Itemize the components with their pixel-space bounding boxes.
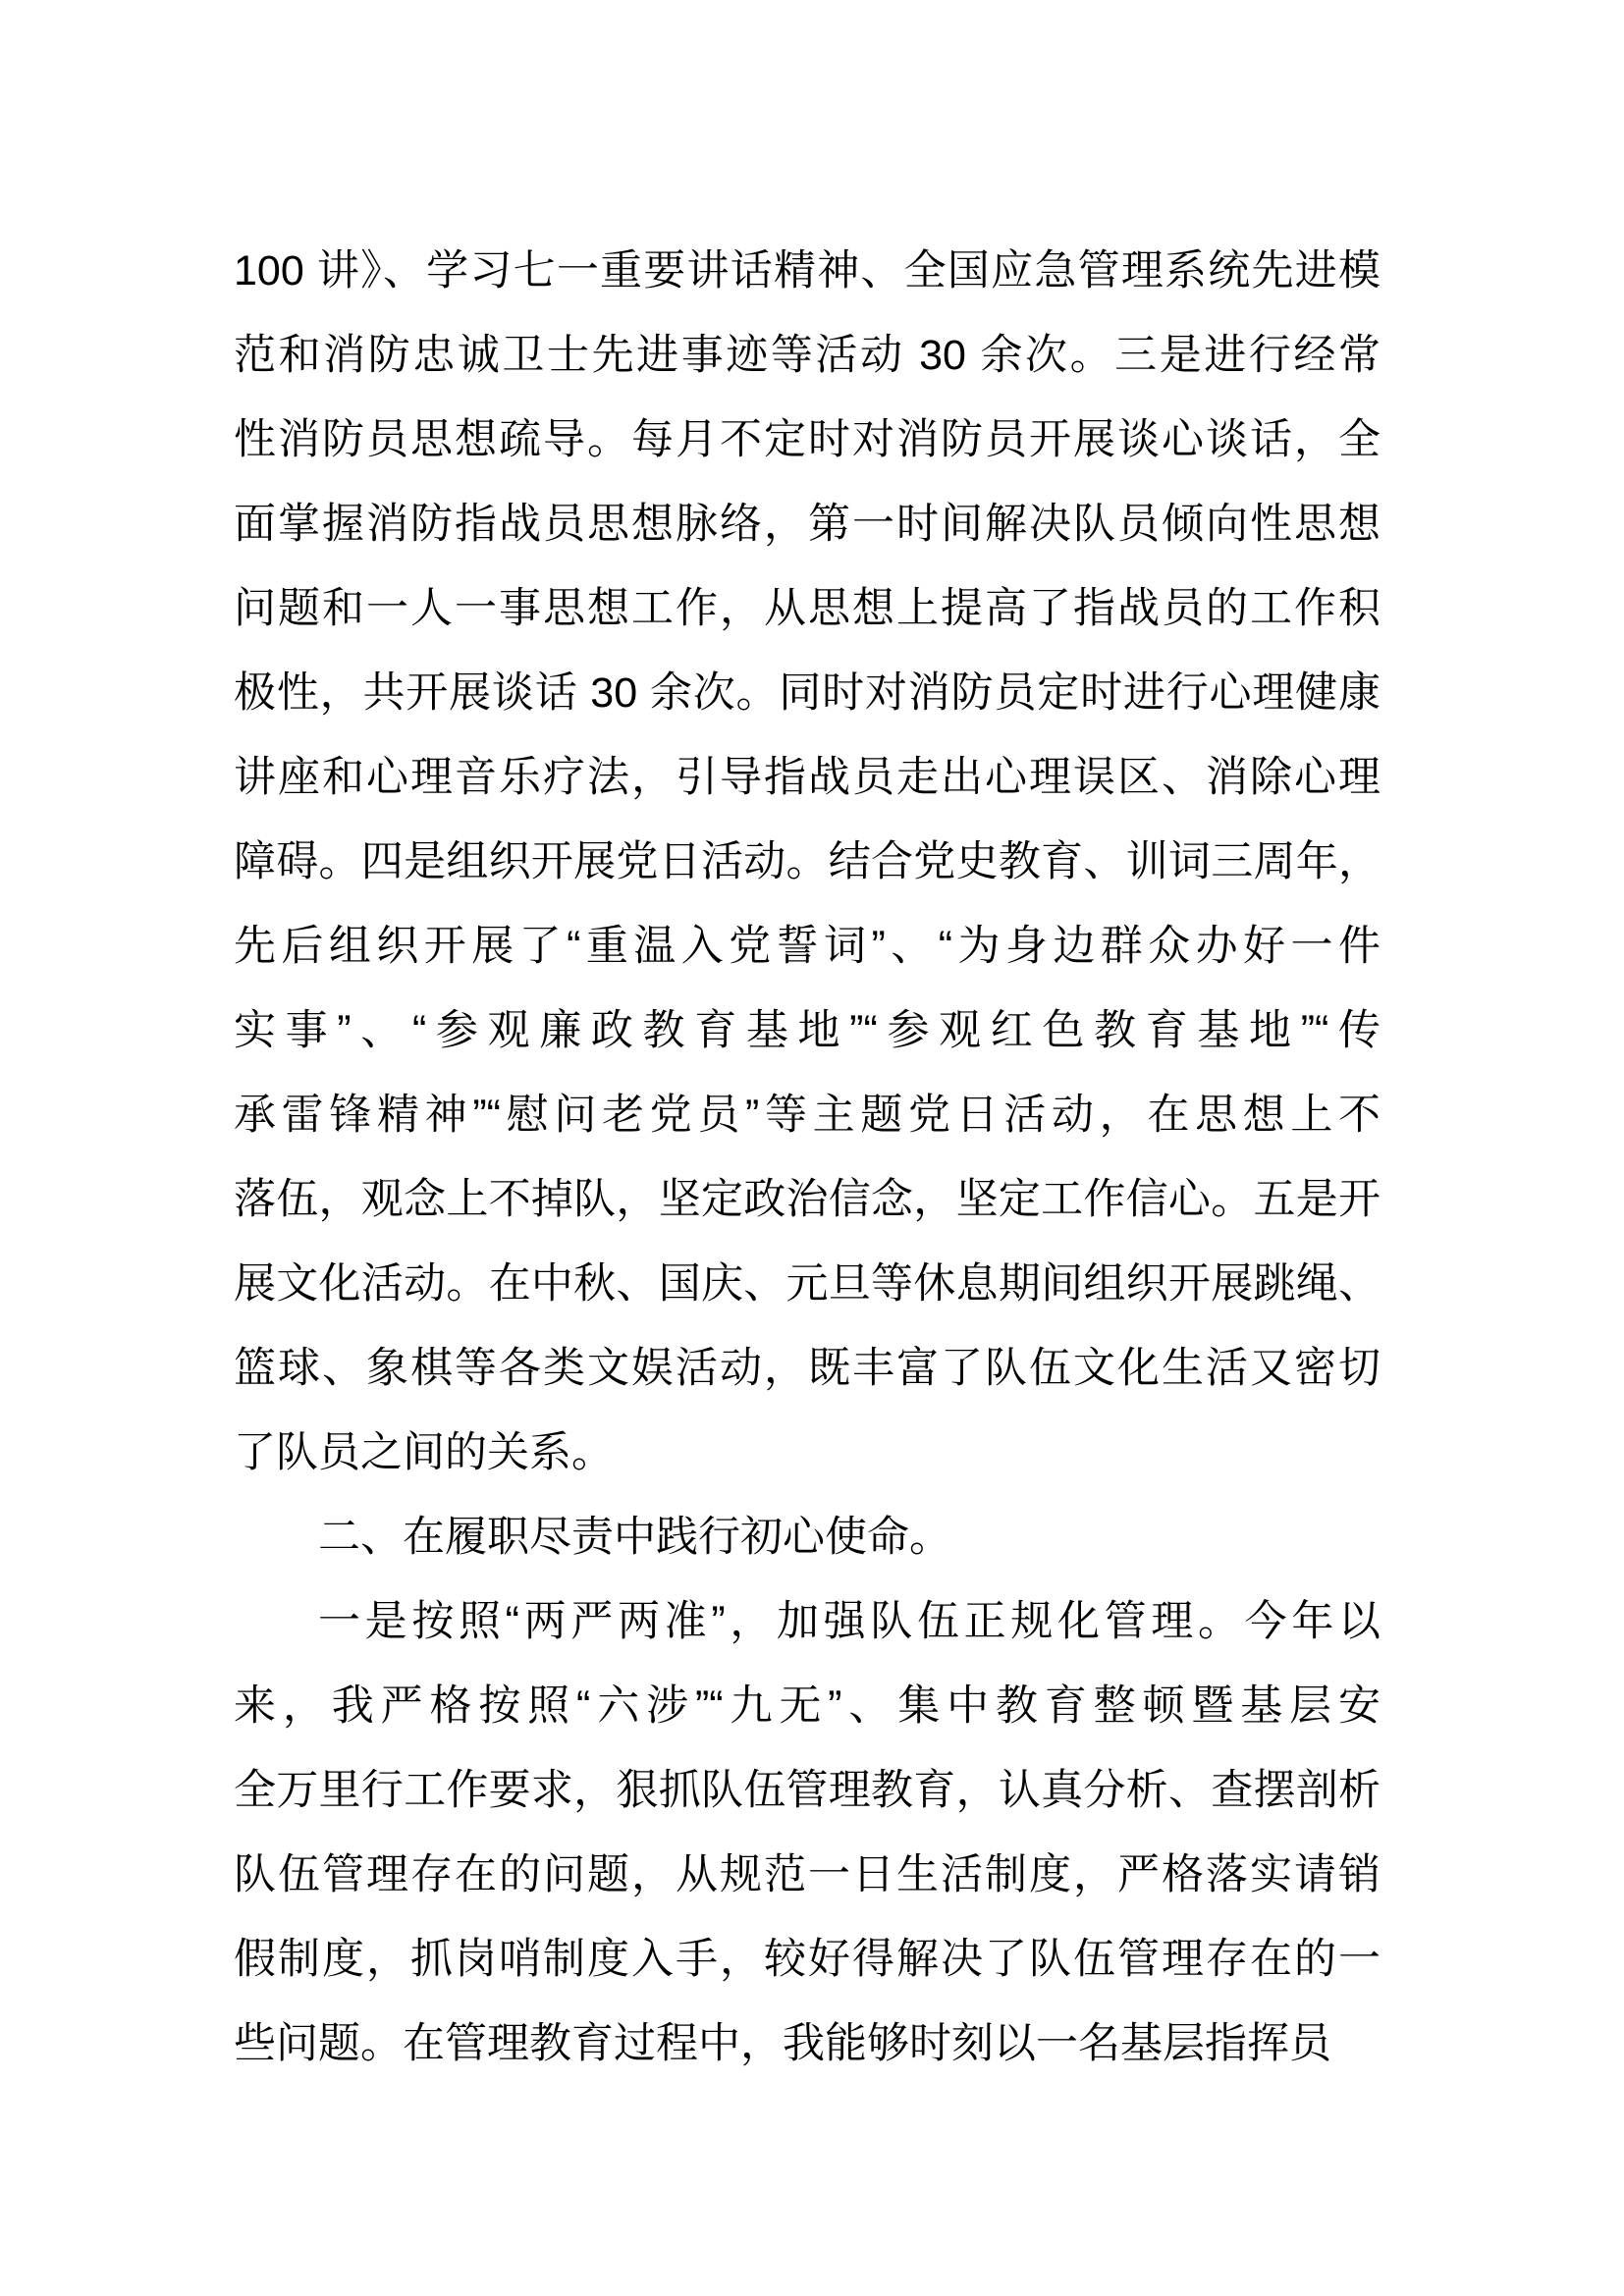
text-line: 障碍。四是组织开展党日活动。结合党史教育、训词三周年， [234,838,1380,885]
text-line: 来，我严格按照“六涉”“九无”、集中教育整顿暨基层安 [234,1682,1380,1730]
text-line: 全万里行工作要求，狠抓队伍管理教育，认真分析、查摆剖析 [234,1767,1380,1814]
text-line: 展文化活动。在中秋、国庆、元旦等休息期间组织开展跳绳、 [234,1260,1380,1308]
text-line: 一是按照“两严两准”，加强队伍正规化管理。今年以 [318,1598,1380,1645]
text-line: 极性，共开展谈话 30 余次。同时对消防员定时进行心理健康 [234,669,1380,717]
text-line: 实事”、“参观廉政教育基地”“参观红色教育基地”“传 [234,1007,1380,1054]
text-line: 些问题。在管理教育过程中，我能够时刻以一名基层指挥员 [234,2020,1331,2067]
text-line: 100 讲》、学习七一重要讲话精神、全国应急管理系统先进模 [234,247,1380,294]
text-line: 性消防员思想疏导。每月不定时对消防员开展谈心谈话，全 [234,416,1380,463]
text-line: 面掌握消防指战员思想脉络，第一时间解决队员倾向性思想 [234,501,1380,548]
text-line: 队伍管理存在的问题，从规范一日生活制度，严格落实请销 [234,1851,1380,1898]
text-line: 了队员之间的关系。 [234,1429,614,1476]
text-line: 范和消防忠诚卫士先进事迹等活动 30 余次。三是进行经常 [234,332,1380,379]
text-line: 落伍，观念上不掉队，坚定政治信念，坚定工作信心。五是开 [234,1176,1380,1223]
text-line: 讲座和心理音乐疗法，引导指战员走出心理误区、消除心理 [234,754,1380,801]
text-line: 问题和一人一事思想工作，从思想上提高了指战员的工作积 [234,585,1380,632]
text-line: 先后组织开展了“重温入党誓词”、“为身边群众办好一件 [234,923,1380,970]
section-heading: 二、在履职尽责中践行初心使命。 [318,1514,951,1561]
text-line: 假制度，抓岗哨制度入手，较好得解决了队伍管理存在的一 [234,1936,1380,1983]
document-body-text [234,229,1380,2086]
text-line: 承雷锋精神”“慰问老党员”等主题党日活动，在思想上不 [234,1092,1380,1139]
text-line: 篮球、象棋等各类文娱活动，既丰富了队伍文化生活又密切 [234,1345,1380,1392]
